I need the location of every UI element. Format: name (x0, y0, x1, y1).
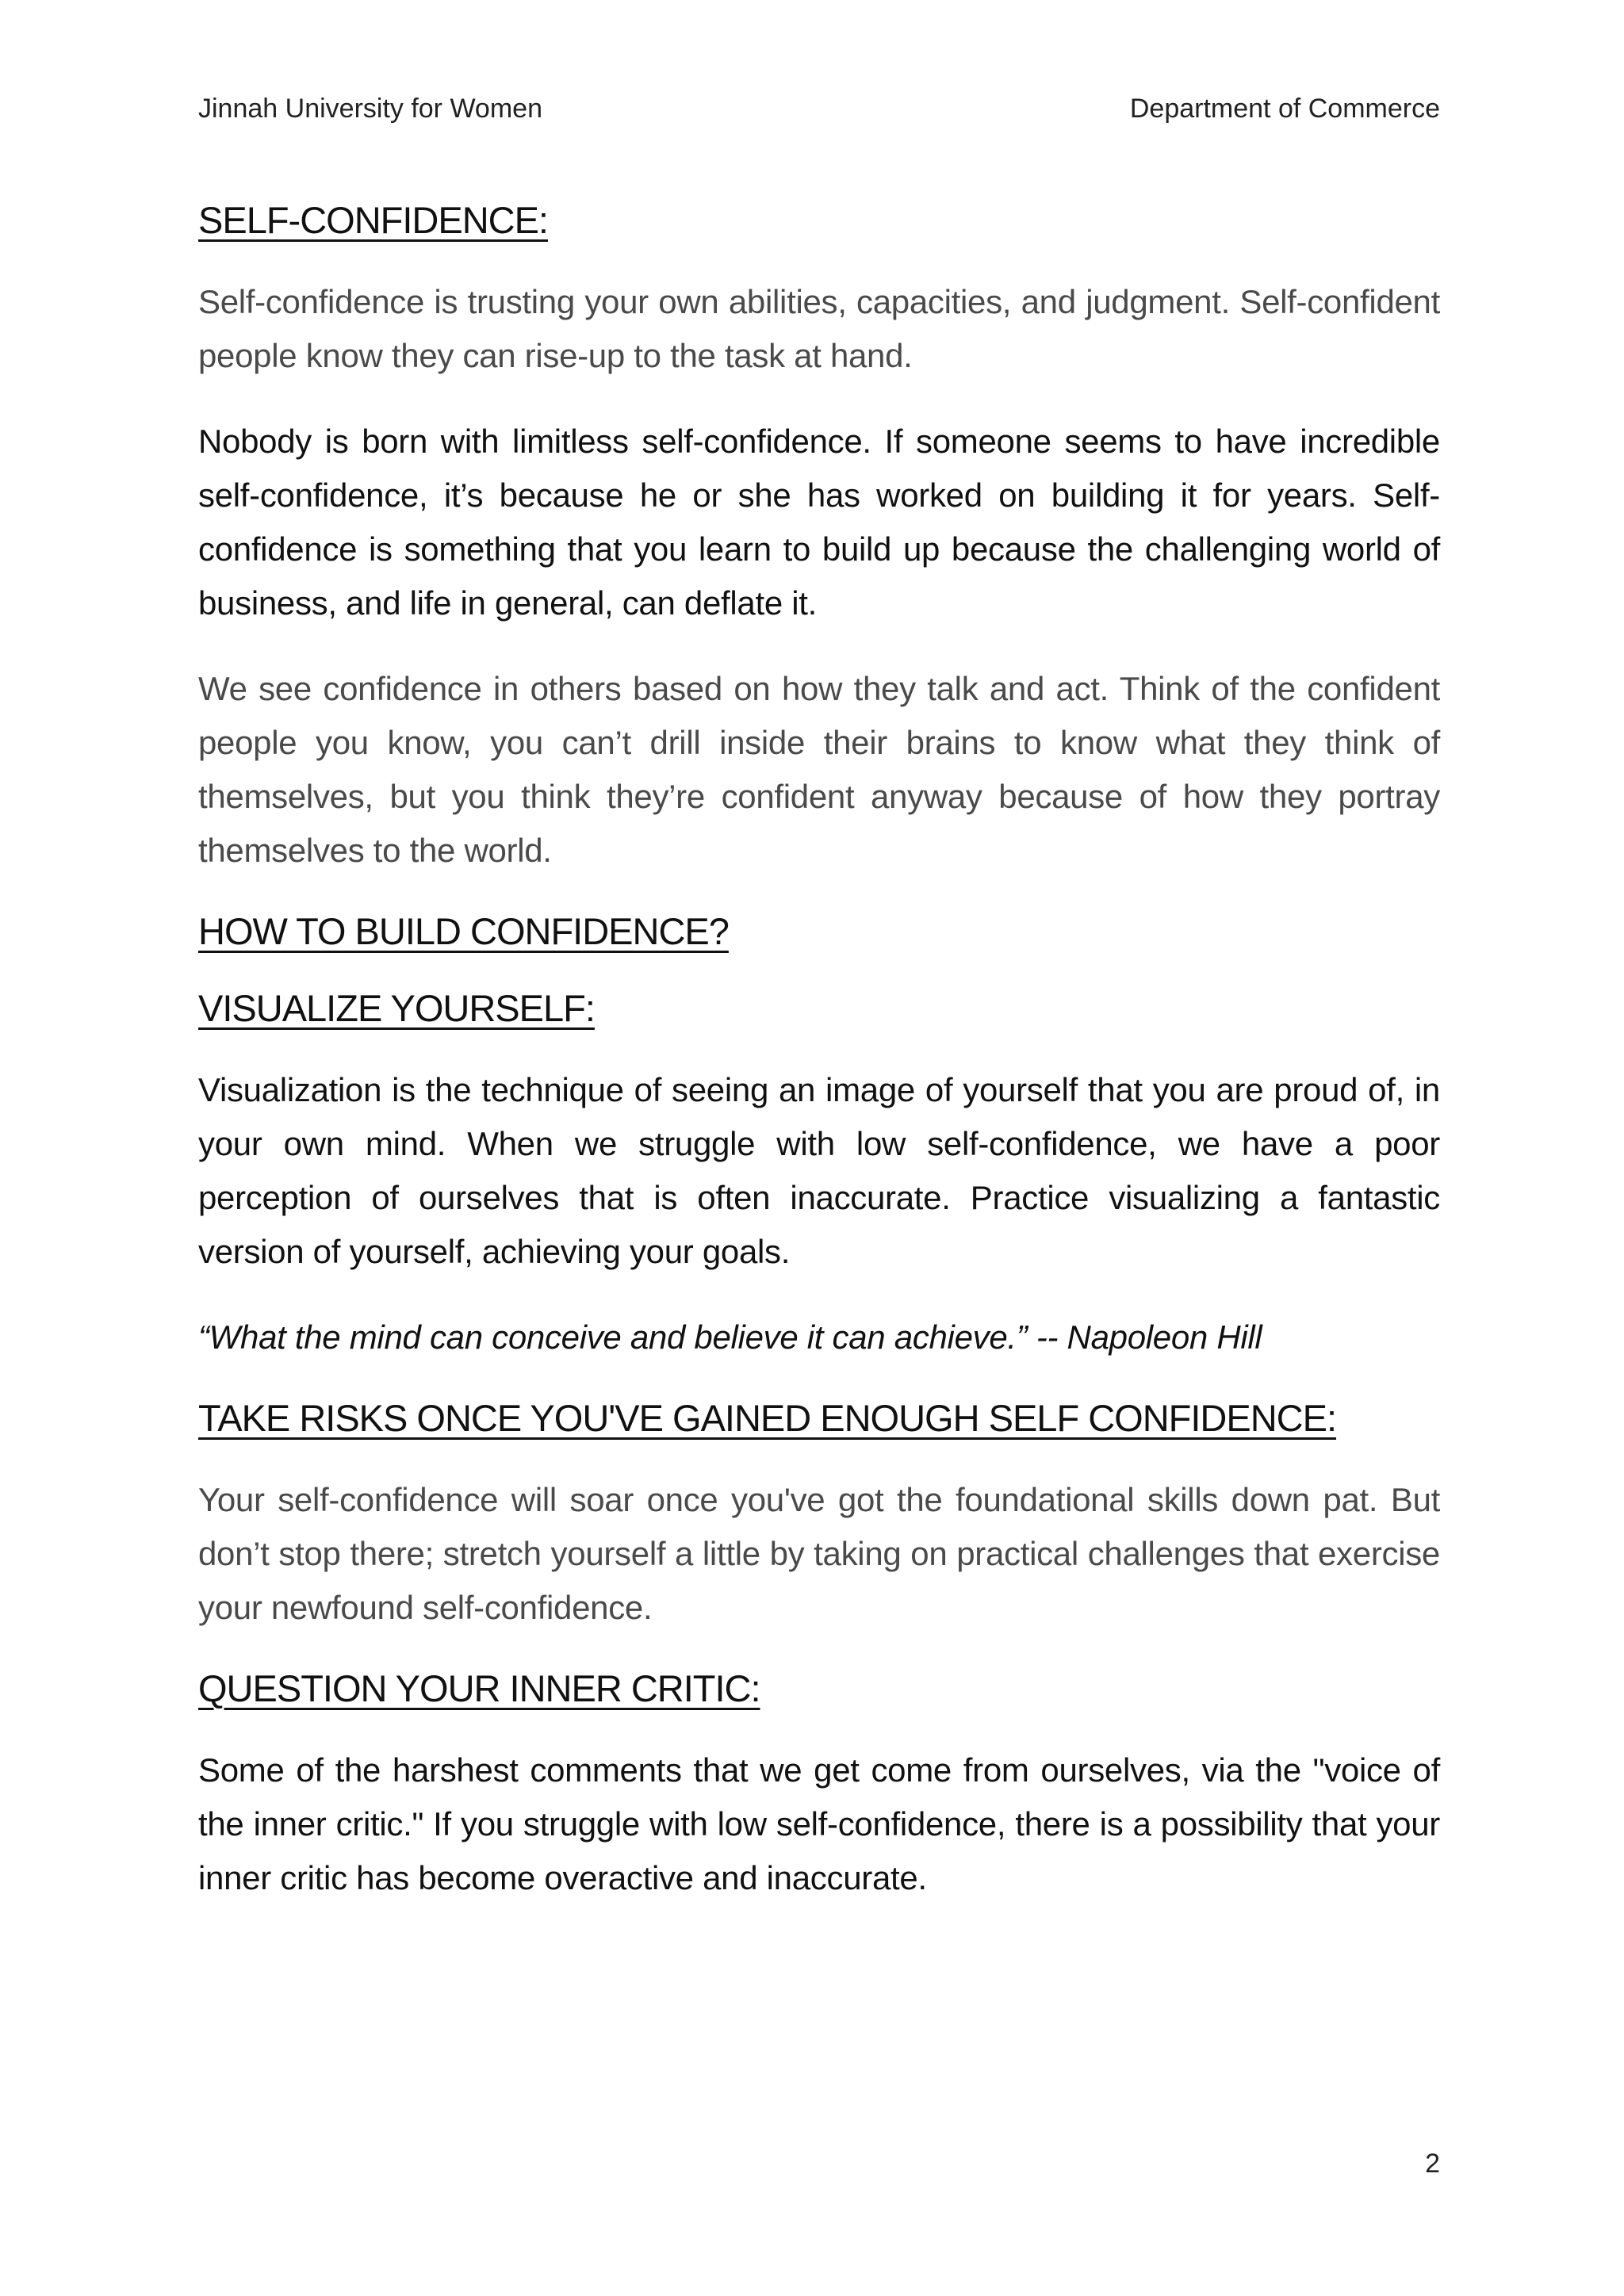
paragraph-see-confidence: We see confidence in others based on how they talk and act. Think of the confident people you know, you can’t drill inside their brains to know what they think of themselves, but you think they’re confident anyway because of how they portray themselves to the world. (198, 670, 1440, 869)
quote-napoleon-hill: “What the mind can conceive and believe it can achieve.” -- Napoleon Hill (198, 1318, 1262, 1356)
header-department: Department of Commerce (1129, 94, 1440, 124)
running-header (198, 94, 1440, 124)
paragraph-nobody-born: Nobody is born with limitless self-confidence. If someone seems to have incredible self-confidence, it’s because he or she has worked on building it for years. Self-confidence is something that you learn to build up because the challenging world of business, and life in general, can deflate it. (198, 423, 1440, 622)
paragraph-definition: Self-confidence is trusting your own abilities, capacities, and judgment. Self-confident people know they can rise-up to the task at hand. (198, 283, 1440, 374)
paragraph-take-risks: Your self-confidence will soar once you've got the foundational skills down pat. But don’t stop there; stretch yourself a little by taking on practical challenges that exercise your newfound self-confidence. (198, 1481, 1440, 1626)
paragraph-visualization: Visualization is the technique of seeing an image of yourself that you are proud of, in your own mind. When we struggle with low self-confidence, we have a poor perception of ourselves that is often inaccurate. Practice visualizing a fantastic version of yourself, achieving your goals. (198, 1071, 1440, 1270)
heading-visualize: VISUALIZE YOURSELF: (198, 987, 595, 1029)
heading-self-confidence: SELF-CONFIDENCE: (198, 199, 548, 241)
document-page (198, 0, 1440, 2296)
header-university: Jinnah University for Women (198, 94, 542, 124)
paragraph-inner-critic: Some of the harshest comments that we get come from ourselves, via the "voice of the inner critic." If you struggle with low self-confidence, there is a possibility that your inner critic has become overactive and inaccurate. (198, 1751, 1440, 1896)
page-number: 2 (1425, 2149, 1440, 2179)
heading-how-to-build: HOW TO BUILD CONFIDENCE? (198, 910, 729, 952)
document-body (198, 198, 1440, 1937)
heading-inner-critic: QUESTION YOUR INNER CRITIC: (198, 1667, 760, 1709)
heading-take-risks: TAKE RISKS ONCE YOU'VE GAINED ENOUGH SELF CONFIDENCE: (198, 1397, 1337, 1439)
